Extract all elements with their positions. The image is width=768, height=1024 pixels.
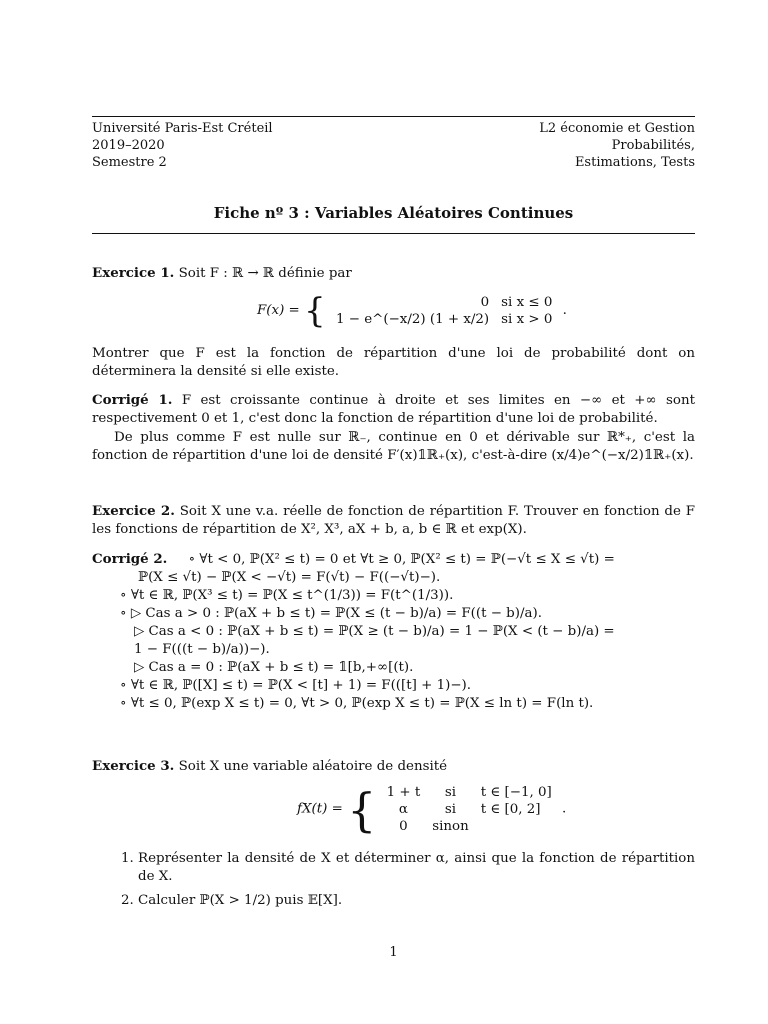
correction-2-line-3: ∘ ∀t ∈ ℝ, ℙ(X³ ≤ t) = ℙ(X ≤ t^(1/3)) = F(t^(1/3)). — [120, 588, 454, 603]
exercise-2 — [92, 502, 695, 539]
row-2-value: α — [398, 802, 408, 817]
correction-2-line-5: ▷ Cas a < 0 : ℙ(aX + b ≤ t) = ℙ(X ≥ (t − b)/a) = 1 − ℙ(X < (t − b)/a) = — [134, 624, 615, 639]
correction-1-p1 — [92, 391, 695, 428]
page-title: Fiche nº 3 : Variables Aléatoires Continues — [213, 204, 574, 222]
exercise-3-equation — [297, 784, 657, 835]
header-left — [92, 120, 392, 171]
exercise-1-equation — [257, 291, 657, 331]
page-number: 1 — [389, 945, 398, 960]
correction-2 — [92, 550, 695, 713]
equation-lhs: F(x) = — [257, 303, 300, 318]
exercise-3-intro — [92, 757, 695, 776]
exercise-3-label: Exercice 3. — [92, 758, 175, 774]
course-line-1: Probabilités, — [611, 138, 695, 153]
question-2: 2. Calculer ℙ(X > 1/2) puis 𝔼[X]. — [138, 892, 695, 910]
left-brace: { — [347, 782, 377, 837]
exercise-1-intro — [92, 264, 695, 283]
correction-2-line-1: ∘ ∀t < 0, ℙ(X² ≤ t) = 0 et ∀t ≥ 0, ℙ(X² ≤ t) = ℙ(−√t ≤ X ≤ √t) = — [188, 552, 615, 567]
exercise-1-label: Exercice 1. — [92, 265, 175, 281]
academic-year: 2019–2020 — [92, 138, 165, 153]
correction-2-line-2: ℙ(X ≤ √t) − ℙ(X < −√t) = F(√t) − F((−√t)−). — [138, 570, 441, 585]
correction-1-label: Corrigé 1. — [92, 392, 173, 408]
exercise-3-questions — [92, 850, 695, 916]
correction-2-line-8: ∘ ∀t ∈ ℝ, ℙ([X] ≤ t) = ℙ(X < [t] + 1) = F(([t] + 1)−). — [120, 678, 472, 693]
question-1: 1. Représenter la densité de X et déterminer α, ainsi que la fonction de répartition de X. — [138, 850, 695, 886]
left-brace: { — [304, 291, 326, 331]
density-cases — [381, 784, 558, 835]
equation-tail: . — [562, 303, 567, 318]
exercise-2-label: Exercice 2. — [92, 503, 175, 519]
exercise-3-intro-text: Soit X une variable aléatoire de densité — [178, 759, 448, 774]
correction-1-text-1: F est croissante continue à droite et ses limites en −∞ et +∞ sont respectivement 0 et 1, c'est donc la fonction de répartition d'une loi de probabilité. — [92, 393, 695, 426]
university-name: Université Paris-Est Créteil — [92, 121, 273, 136]
row-1-condition: t ∈ [−1, 0] — [480, 785, 552, 800]
row-1-value: 1 + t — [386, 785, 421, 800]
density-lhs: fX(t) = — [297, 801, 343, 817]
row-1-si: si — [444, 785, 457, 800]
title-rule — [92, 233, 695, 234]
correction-2-line-7: ▷ Cas a = 0 : ℙ(aX + b ≤ t) = 𝟙[b,+∞[(t). — [134, 660, 414, 675]
top-rule — [92, 116, 695, 117]
exercise-1-intro-text: Soit F : ℝ → ℝ définie par — [178, 266, 352, 281]
row-2-condition: t ∈ [0, 2] — [480, 802, 541, 817]
case-1-condition: si x ≤ 0 — [501, 295, 553, 310]
correction-2-line-9: ∘ ∀t ≤ 0, ℙ(exp X ≤ t) = 0, ∀t > 0, ℙ(exp X ≤ t) = ℙ(X ≤ ln t) = F(ln t). — [120, 696, 594, 711]
equation-tail: . — [562, 801, 567, 817]
exercise-1-question: Montrer que F est la fonction de répartition d'une loi de probabilité dont on déterminera la densité si elle existe. — [92, 346, 695, 379]
row-3-si: sinon — [432, 819, 469, 834]
course-line-2: Estimations, Tests — [574, 155, 695, 170]
document-page — [92, 0, 695, 1024]
correction-1-p2: De plus comme F est nulle sur ℝ₋, continue en 0 et dérivable sur ℝ*₊, c'est la fonction de répartition d'une loi de densité F′(x)𝟙ℝ₊(x), c'est-à-dire (x/4)e^(−x/2)𝟙ℝ₊(x). — [92, 430, 695, 463]
exercise-2-text: Soit X une v.a. réelle de fonction de répartition F. Trouver en fonction de F les fonctions de répartition de X², X³, aX + b, a, b ∈ ℝ et exp(X). — [92, 504, 695, 537]
case-2-condition: si x > 0 — [501, 312, 553, 327]
row-3-value: 0 — [399, 819, 408, 834]
correction-2-label: Corrigé 2. — [92, 551, 168, 567]
program-name: L2 économie et Gestion — [539, 121, 695, 136]
correction-2-line-6: 1 − F(((t − b)/a))−). — [134, 642, 270, 657]
header-right — [395, 120, 695, 171]
correction-2-line-4: ∘ ▷ Cas a > 0 : ℙ(aX + b ≤ t) = ℙ(X ≤ (t − b)/a) = F((t − b)/a). — [120, 606, 542, 621]
cases-table — [330, 294, 558, 328]
row-3-condition — [475, 818, 558, 835]
case-2-value: 1 − e^(−x/2) (1 + x/2) — [335, 312, 490, 327]
row-2-si: si — [444, 802, 457, 817]
semester: Semestre 2 — [92, 155, 167, 170]
case-1-value: 0 — [480, 295, 490, 310]
